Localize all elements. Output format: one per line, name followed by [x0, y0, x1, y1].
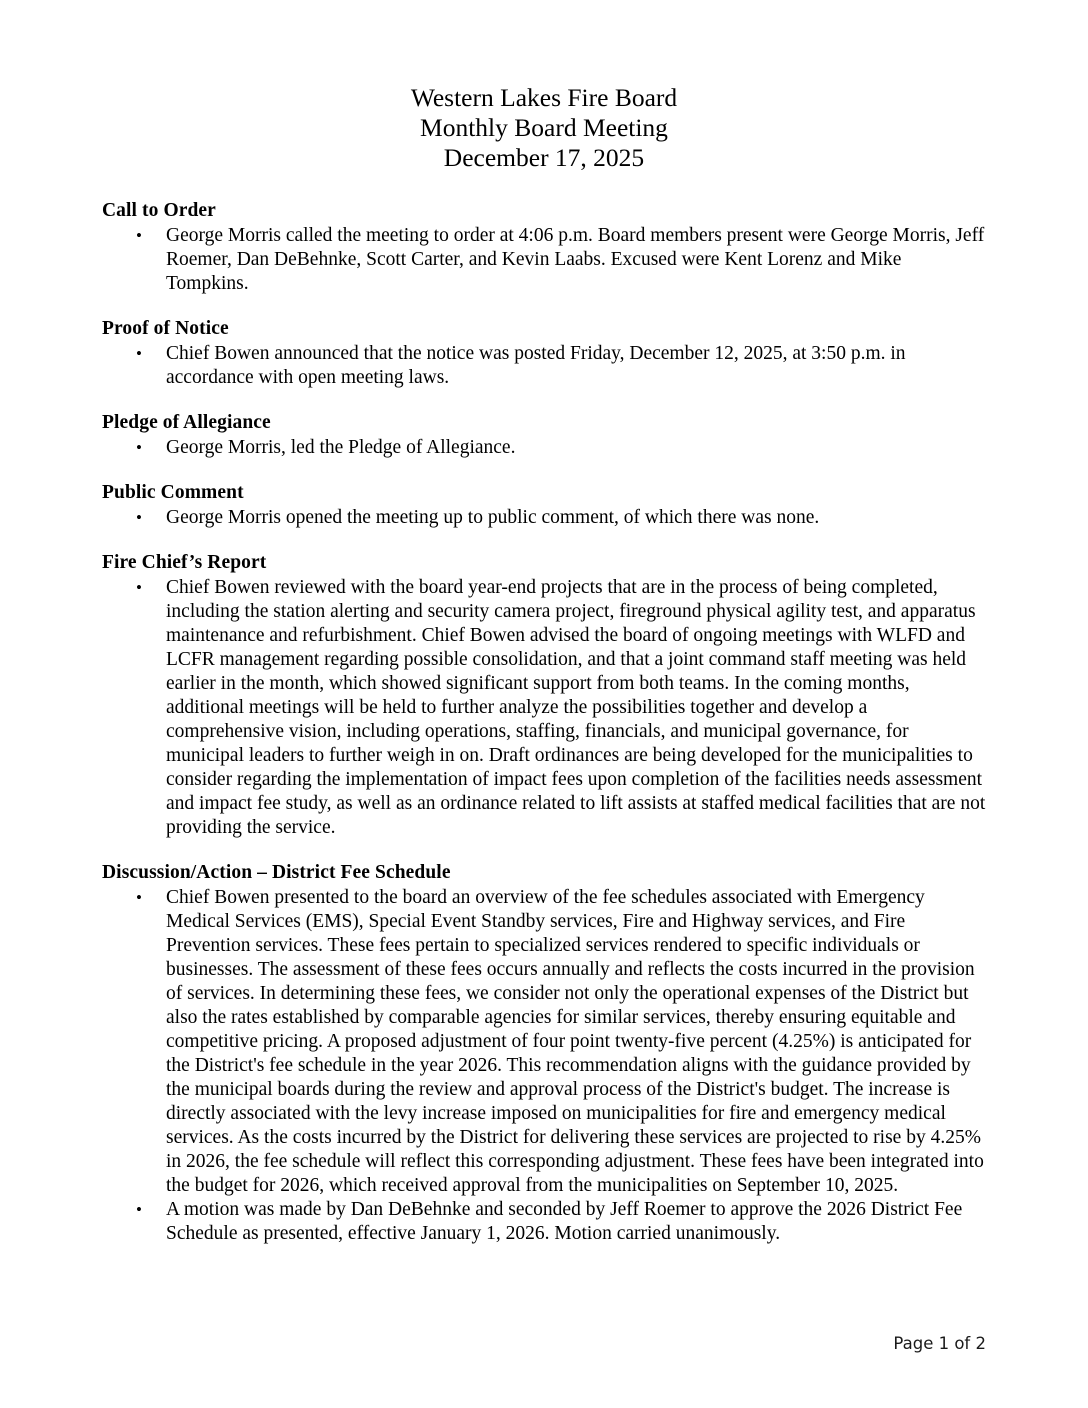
bullet-list [102, 576, 986, 840]
bullet-list [102, 436, 986, 460]
document-body [0, 199, 1088, 1246]
list-item: • George Morris opened the meeting up to public comment, of which there was none. [102, 506, 986, 530]
section-call-to-order [102, 199, 986, 296]
section-heading: Discussion/Action – District Fee Schedule [102, 862, 451, 883]
list-item: • Chief Bowen presented to the board an overview of the fee schedules associated with Emergency Medical Services (EMS), Special Event Standby services, Fire and Highway services, and Fire Prevention services. These fees pertain to specialized services rendered to specific individuals or businesses. The assessment of these fees occurs annually and reflects the costs incurred in the provision of services. In determining these fees, we consider not only the operational expenses of the District but also the rates established by comparable agencies for similar services, thereby ensuring equitable and competitive pricing. A proposed adjustment of four point twenty-five percent (4.25%) is anticipated for the District's fee schedule in the year 2026. This recommendation aligns with the guidance provided by the municipal boards during the review and approval process of the District's budget. The increase is directly associated with the levy increase imposed on municipalities for fire and emergency medical services. As the costs incurred by the District for delivering these services are projected to rise by 4.25% in 2026, the fee schedule will reflect this corresponding adjustment. These fees have been integrated into the budget for 2026, which received approval from the municipalities on September 10, 2025. [102, 886, 986, 1198]
list-item: • A motion was made by Dan DeBehnke and seconded by Jeff Roemer to approve the 2026 District Fee Schedule as presented, effective January 1, 2026. Motion carried unanimously. [102, 1198, 986, 1246]
title-line-organization: Western Lakes Fire Board [410, 83, 678, 112]
section-proof-of-notice [102, 317, 986, 390]
list-item: • George Morris called the meeting to order at 4:06 p.m. Board members present were George Morris, Jeff Roemer, Dan DeBehnke, Scott Carter, and Kevin Laabs. Excused were Kent Lorenz and Mike Tompkins. [102, 224, 986, 296]
section-public-comment [102, 481, 986, 530]
title-line-meeting-type: Monthly Board Meeting [420, 113, 668, 142]
document-title-block [0, 0, 1088, 173]
bullet-list [102, 342, 986, 390]
title-line-date: December 17, 2025 [443, 143, 645, 172]
section-heading: Call to Order [102, 200, 216, 221]
section-heading: Pledge of Allegiance [102, 412, 271, 433]
section-heading: Proof of Notice [102, 318, 229, 339]
list-item: • George Morris, led the Pledge of Allegiance. [102, 436, 986, 460]
list-item: • Chief Bowen reviewed with the board year-end projects that are in the process of being completed, including the station alerting and security camera project, fireground physical agility test, and apparatus maintenance and refurbishment. Chief Bowen advised the board of ongoing meetings with WLFD and LCFR management regarding possible consolidation, and that a joint command staff meeting was held earlier in the month, which showed significant support from both teams. In the coming months, additional meetings will be held to further analyze the possibilities together and develop a comprehensive vision, including operations, staffing, financials, and municipal governance, for municipal leaders to further weigh in on. Draft ordinances are being developed for the municipalities to consider regarding the implementation of impact fees upon completion of the facilities needs assessment and impact fee study, as well as an ordinance related to lift assists at staffed medical facilities that are not providing the service. [102, 576, 986, 840]
page-title [0, 83, 1088, 173]
bullet-list [102, 224, 986, 296]
section-discussion-action-district-fee-schedule [102, 861, 986, 1246]
page-footer: Page 1 of 2 [893, 1334, 986, 1353]
section-heading: Public Comment [102, 482, 244, 503]
bullet-list [102, 886, 986, 1246]
section-fire-chiefs-report [102, 551, 986, 840]
section-pledge-of-allegiance [102, 411, 986, 460]
section-heading: Fire Chief’s Report [102, 552, 267, 573]
bullet-list [102, 506, 986, 530]
list-item: • Chief Bowen announced that the notice was posted Friday, December 12, 2025, at 3:50 p.m. in accordance with open meeting laws. [102, 342, 986, 390]
